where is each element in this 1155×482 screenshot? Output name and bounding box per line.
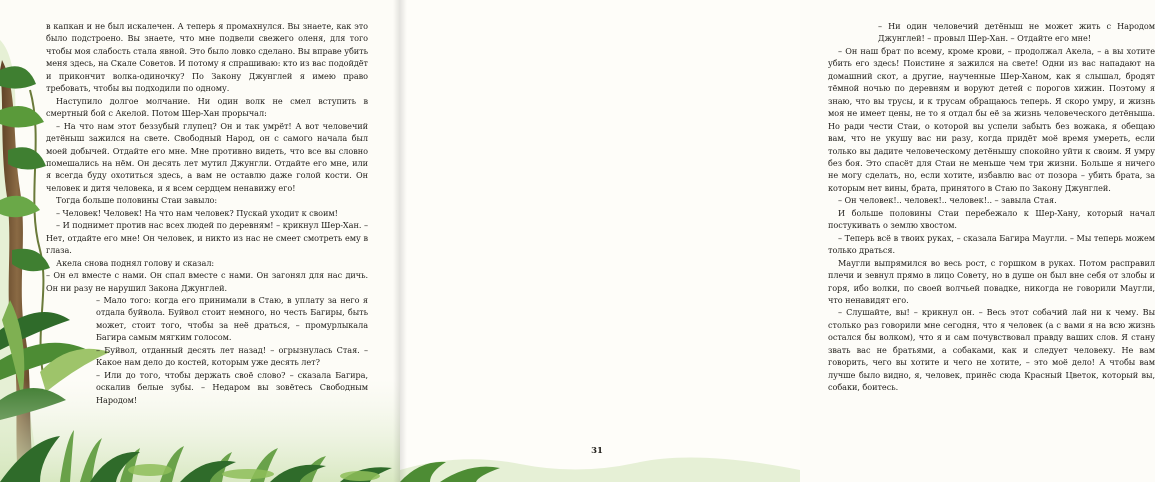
- left-page: [0, 0, 400, 482]
- paragraph: – Человек! Человек! На что нам человек? Пускай уходит к своим!: [56, 207, 338, 218]
- foliage-illustration: [400, 0, 800, 482]
- paragraph: – Или до того, чтобы держать своё слово? – сказала Багира, оскалив белые зубы. – Недаром вы зовётесь Свободным Народом!: [96, 369, 368, 405]
- paragraph: – Буйвол, отданный десять лет назад! – огрызнулась Стая. – Какое нам дело до костей, которым уже десять лет?: [96, 344, 368, 368]
- paragraph: – Мало того: когда его принимали в Стаю, в уплату за него я отдала буйвола. Буйвол стоит немного, но честь Багиры, быть может, стоит того, чтобы за неё драться, – промурлыкала Багира самым мягким голосом.: [96, 294, 368, 343]
- page-number: 31: [591, 446, 603, 456]
- paragraph: – И поднимет против нас всех людей по деревням! – крикнул Шер-Хан. – Нет, отдайте его мне! Он человек, и никто из нас не смеет смотреть ему в глаза.: [46, 220, 368, 256]
- paragraph: – На что нам этот беззубый глупец? Он и так умрёт! А вот человечий детёныш зажился на свете. Свободный Народ, он с самого начала был моей добычей. Отдайте его мне. Мне противно видеть, что все вы словно помешались на нём. Он десять лет мутил Джунгли. Отдайте его мне, или я всегда буду охотиться здесь, а вам не оставлю даже голой кости. Он человек и дитя человека, и я всем сердцем ненавижу его!: [46, 120, 368, 193]
- paragraph: Тогда больше половины Стаи завыло:: [56, 195, 218, 206]
- paragraph: Акела снова поднял голову и сказал:: [56, 257, 215, 268]
- right-page-text: [828, 20, 1155, 394]
- left-page-text: [46, 20, 368, 406]
- paragraph: – Он наш брат по всему, кроме крови, – продолжал Акела, – а вы хотите убить его здесь! Поистине я зажился на свете! Одни из вас нападают на домашний скот, а другие, наученные Шер-Ханом, как я слышал, бродят тёмной ночью по деревням и воруют детей с порогов хижин. Поэтому я знаю, что вы трусы, и к трусам обращаюсь теперь. Я скоро умру, и жизнь моя не имеет цены, не то я отдал бы её за жизнь человеческого детёныша. Но ради чести Стаи, о которой вы успели забыть без вожака, я обещаю вам, что не укушу вас ни разу, когда придёт моё время умереть, если только вы дадите человеческому детёнышу спокойно уйти к своим. Я умру без боя. Это спасёт для Стаи не меньше чем три жизни. Больше я ничего не могу сделать, но, если хотите, избавлю вас от позора – убить брата, за которым нет вины, брата, принятого в Стаю по Закону Джунглей.: [828, 45, 1155, 193]
- paragraph: Наступило долгое молчание. Ни один волк не смел вступить в смертный бой с Акелой. Потом Шер-Хан прорычал:: [46, 95, 368, 119]
- paragraph: – Он ел вместе с нами. Он спал вместе с нами. Он загонял для нас дичь. Он ни разу не нарушил Закона Джунглей.: [46, 270, 368, 293]
- paragraph: – Он человек!.. человек!.. человек!.. – завыла Стая.: [838, 195, 1057, 206]
- paragraph: – Теперь всё в твоих руках, – сказала Багира Маугли. – Мы теперь можем только драться.: [828, 232, 1155, 256]
- paragraph: – Слушайте, вы! – крикнул он. – Весь этот собачий лай ни к чему. Вы столько раз говорили мне сегодня, что я человек (а с вами я на всю жизнь остался бы волком), что я и сам почувствовал правду ваших слов. Я стану звать вас не братьями, а собаками, как и следует человеку. Не вам говорить, чего вы хотите и чего не хотите, – это моё дело! А чтобы вам лучше было видно, я, человек, принёс сюда Красный Цветок, который вы, собаки, боитесь.: [828, 307, 1155, 393]
- paragraph: в капкан и не был искалечен. А теперь я промахнулся. Вы знаете, как это было подстроено. Вы знаете, что мне подвели свежего оленя, для того чтобы моя слабость стала явной. Это было ловко сделано. Вы вправе убить меня здесь, на Скале Советов. И потому я спрашиваю: кто из вас подойдёт и прикончит волка-одиночку? По Закону Джунглей я имею право требовать, чтобы вы подходили по одному.: [46, 21, 368, 94]
- paragraph: – Ни один человечий детёныш не может жить с Народом Джунглей! – провыл Шер-Хан. – Отдайте его мне!: [878, 21, 1155, 44]
- paragraph: И больше половины Стаи перебежало к Шер-Хану, который начал постукивать о землю хвостом.: [828, 207, 1155, 231]
- paragraph: Маугли выпрямился во весь рост, с горшком в руках. Потом расправил плечи и зевнул прямо в лицо Совету, но в душе он был вне себя от злобы и горя, ибо волки, по своей волчьей повадке, никогда не говорили Маугли, что ненавидят его.: [828, 257, 1155, 305]
- right-page: [400, 0, 1155, 482]
- book-gutter: [393, 0, 407, 482]
